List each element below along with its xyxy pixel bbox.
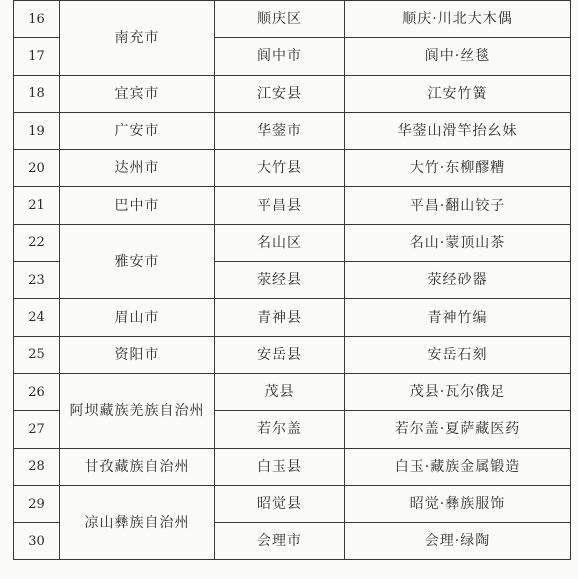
table-row [14, 150, 571, 187]
row-number: 29 [14, 485, 60, 522]
city-cell: 阿坝藏族羌族自治州 [60, 373, 215, 448]
county-cell: 会理市 [215, 523, 345, 560]
row-number: 18 [14, 75, 60, 112]
row-number: 20 [14, 150, 60, 187]
county-cell: 若尔盖 [215, 411, 345, 448]
heritage-item-cell: 华蓥山滑竿抬幺妹 [345, 112, 571, 149]
heritage-item-cell: 大竹·东柳醪糟 [345, 150, 571, 187]
heritage-item-cell: 青神竹编 [345, 299, 571, 336]
city-cell: 雅安市 [60, 224, 215, 299]
table-row [14, 299, 571, 336]
heritage-items-table [13, 0, 571, 560]
table-row [14, 485, 571, 522]
row-number: 19 [14, 112, 60, 149]
table-row [14, 75, 571, 112]
row-number: 28 [14, 448, 60, 485]
table-row [14, 336, 571, 373]
city-cell: 宜宾市 [60, 75, 215, 112]
table-row [14, 1, 571, 38]
county-cell: 平昌县 [215, 187, 345, 224]
row-number: 30 [14, 523, 60, 560]
heritage-item-cell: 茂县·瓦尔俄足 [345, 373, 571, 410]
heritage-item-cell: 安岳石刻 [345, 336, 571, 373]
heritage-item-cell: 会理·绿陶 [345, 523, 571, 560]
county-cell: 荥经县 [215, 262, 345, 299]
city-cell: 凉山彝族自治州 [60, 485, 215, 560]
heritage-item-cell: 名山·蒙顶山茶 [345, 224, 571, 261]
city-cell: 巴中市 [60, 187, 215, 224]
row-number: 17 [14, 38, 60, 75]
row-number: 22 [14, 224, 60, 261]
county-cell: 名山区 [215, 224, 345, 261]
row-number: 26 [14, 373, 60, 410]
heritage-item-cell: 阆中·丝毯 [345, 38, 571, 75]
row-number: 25 [14, 336, 60, 373]
table-row [14, 373, 571, 410]
county-cell: 昭觉县 [215, 485, 345, 522]
heritage-item-cell: 昭觉·彝族服饰 [345, 485, 571, 522]
city-cell: 资阳市 [60, 336, 215, 373]
heritage-item-cell: 荥经砂器 [345, 262, 571, 299]
table-row [14, 224, 571, 261]
table-row [14, 112, 571, 149]
row-number: 23 [14, 262, 60, 299]
heritage-item-cell: 顺庆·川北大木偶 [345, 1, 571, 38]
row-number: 21 [14, 187, 60, 224]
table-body [14, 1, 571, 560]
county-cell: 白玉县 [215, 448, 345, 485]
row-number: 24 [14, 299, 60, 336]
row-number: 27 [14, 411, 60, 448]
city-cell: 达州市 [60, 150, 215, 187]
heritage-item-cell: 若尔盖·夏萨藏医药 [345, 411, 571, 448]
county-cell: 江安县 [215, 75, 345, 112]
row-number: 16 [14, 1, 60, 38]
table-row [14, 187, 571, 224]
county-cell: 大竹县 [215, 150, 345, 187]
city-cell: 广安市 [60, 112, 215, 149]
city-cell: 甘孜藏族自治州 [60, 448, 215, 485]
city-cell: 南充市 [60, 1, 215, 76]
heritage-item-cell: 江安竹簧 [345, 75, 571, 112]
city-cell: 眉山市 [60, 299, 215, 336]
county-cell: 青神县 [215, 299, 345, 336]
table-row [14, 448, 571, 485]
county-cell: 茂县 [215, 373, 345, 410]
county-cell: 华蓥市 [215, 112, 345, 149]
heritage-item-cell: 白玉·藏族金属锻造 [345, 448, 571, 485]
county-cell: 安岳县 [215, 336, 345, 373]
county-cell: 顺庆区 [215, 1, 345, 38]
heritage-item-cell: 平昌·翻山铰子 [345, 187, 571, 224]
county-cell: 阆中市 [215, 38, 345, 75]
